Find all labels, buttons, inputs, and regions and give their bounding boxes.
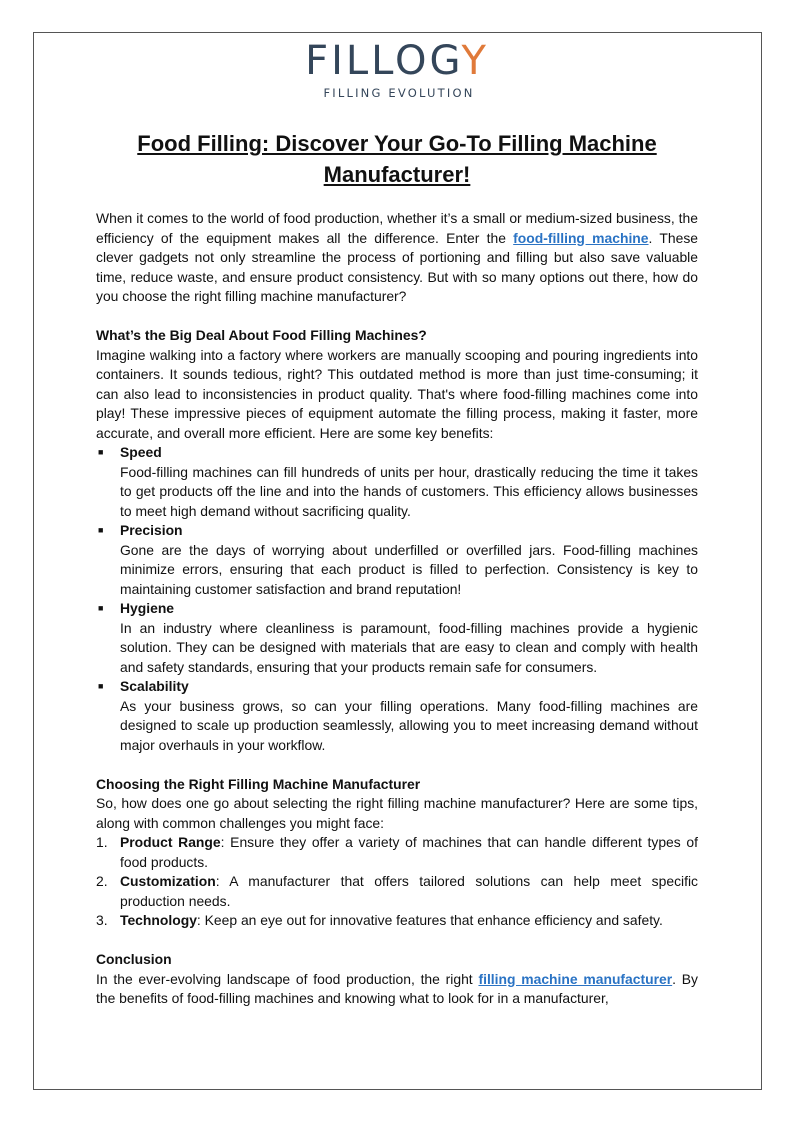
spacer xyxy=(96,755,698,775)
logo-brand-y: Y xyxy=(461,38,489,84)
section-body-choosing: So, how does one go about selecting the right filling machine manufacturer? Here are some tips, along with common challenges you might face: xyxy=(96,795,698,831)
fillogy-logo xyxy=(0,38,794,100)
item-term: Product Range xyxy=(120,834,221,850)
bullet-item-speed xyxy=(96,443,698,521)
bullet-text: In an industry where cleanliness is paramount, food-filling machines provide a hygienic solution. They can be designed with materials that are easy to clean and comply with health and safety standards, ensuring that your products remain safe for consumers. xyxy=(120,619,698,675)
bullet-item-hygiene xyxy=(96,599,698,677)
numbered-item-technology xyxy=(96,911,698,931)
conclusion-text-after: . By the benefits of food-filling machines and knowing what to look for in a manufacturer, xyxy=(96,970,698,1006)
item-number: 2. xyxy=(96,873,108,889)
section-heading-benefits: What’s the Big Deal About Food Filling Machines? xyxy=(96,327,427,343)
intro-text-before: When it comes to the world of food production, whether it’s a small or medium-sized business, the efficiency of the equipment makes all the difference. Enter the xyxy=(96,210,698,246)
bullet-square-icon: ■ xyxy=(98,681,104,691)
item-term: Customization xyxy=(120,873,216,889)
section-body-benefits: Imagine walking into a factory where workers are manually scooping and pouring ingredients into containers. It sounds tedious, right? This outdated method is more than just time-consuming; it can also lead to inconsistencies in product quality. That's where food-filling machines come into play! These impressive pieces of equipment automate the filling process, making it faster, more accurate, and overall more efficient. Here are some key benefits: xyxy=(96,346,698,441)
bullet-title: Precision xyxy=(120,522,183,538)
intro-text-after: . These clever gadgets not only streamline the process of portioning and filling but also save valuable time, reduce waste, and ensure product consistency. But with so many options out there, how do you choose the right filling machine manufacturer? xyxy=(96,229,698,304)
spacer xyxy=(96,307,698,327)
intro-paragraph xyxy=(96,209,698,307)
conclusion-paragraph xyxy=(96,970,698,1009)
bullet-title: Scalability xyxy=(120,678,189,694)
item-number: 1. xyxy=(96,834,108,850)
item-text: : Keep an eye out for innovative features that enhance efficiency and safety. xyxy=(196,912,663,928)
bullet-text: Gone are the days of worrying about underfilled or overfilled jars. Food-filling machines minimize errors, ensuring that each product is filled to perfection. Consistency is key to maintaining customer satisfaction and brand reputation! xyxy=(120,541,698,597)
bullet-square-icon: ■ xyxy=(98,525,104,535)
bullet-item-scalability xyxy=(96,677,698,755)
document-body xyxy=(96,209,698,1009)
numbered-item-customization xyxy=(96,872,698,911)
item-number: 3. xyxy=(96,912,108,928)
numbered-item-product-range xyxy=(96,833,698,872)
item-text: : A manufacturer that offers tailored solutions can help meet specific production needs. xyxy=(120,873,698,909)
bullet-text: As your business grows, so can your filling operations. Many food-filling machines are designed to scale up production seamlessly, allowing you to meet increasing demand without major overhauls in your workflow. xyxy=(120,697,698,753)
bullet-square-icon: ■ xyxy=(98,603,104,613)
logo-tagline: FILLING EVOLUTION xyxy=(323,86,475,100)
item-text: : Ensure they offer a variety of machines that can handle different types of food products. xyxy=(120,834,698,870)
spacer xyxy=(96,931,698,951)
conclusion-text-before: In the ever-evolving landscape of food production, the right xyxy=(96,970,479,987)
filling-machine-manufacturer-link[interactable]: filling machine manufacturer xyxy=(478,970,673,987)
bullet-item-precision xyxy=(96,521,698,599)
logo-wordmark xyxy=(305,38,489,84)
food-filling-machine-link[interactable]: food-filling machine xyxy=(513,229,649,246)
bullet-square-icon: ■ xyxy=(98,447,104,457)
section-heading-choosing: Choosing the Right Filling Machine Manufacturer xyxy=(96,775,421,792)
bullet-title: Hygiene xyxy=(120,600,175,616)
item-term: Technology xyxy=(120,912,197,928)
bullet-title: Speed xyxy=(120,444,162,460)
section-heading-conclusion: Conclusion xyxy=(96,951,172,967)
document-title: Food Filling: Discover Your Go-To Filling Machine Manufacturer! xyxy=(137,131,657,187)
bullet-text: Food-filling machines can fill hundreds of units per hour, drastically reducing the time it takes to get products off the line and into the hands of customers. This efficiency allows businesses to meet high demand without sacrificing quality. xyxy=(120,463,698,519)
logo-brand-text: FILLOG xyxy=(305,38,462,84)
